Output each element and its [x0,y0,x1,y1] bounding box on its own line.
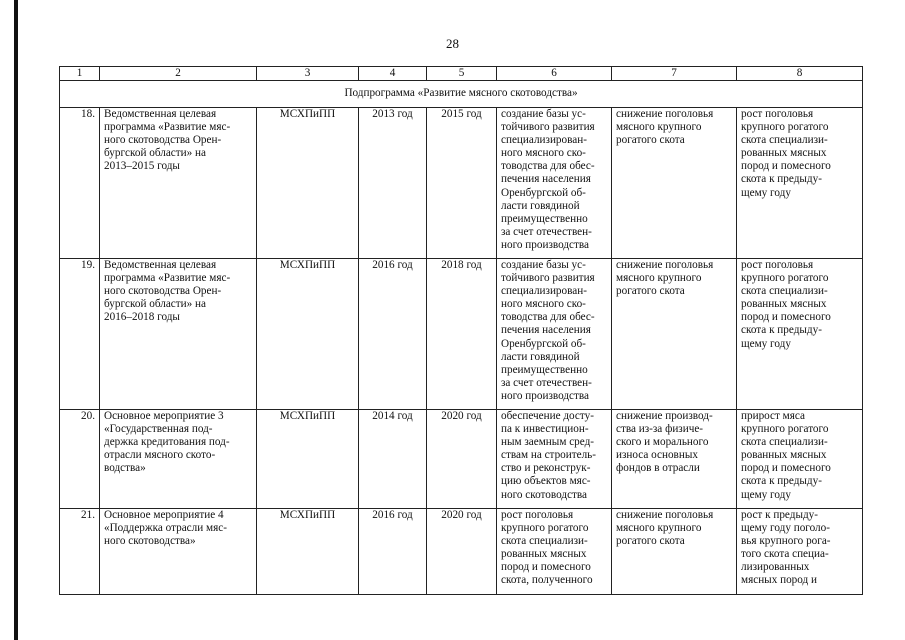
start-year: 2016 год [359,259,427,410]
column-number: 7 [612,67,737,81]
start-year: 2016 год [359,509,427,595]
table-row [60,410,863,509]
linked-indicator: рост к предыду- щему году поголо- вья крупного рога- того скота специа- лизированных мясных пород и [737,509,863,595]
scan-edge-line [14,0,18,640]
measures-table [59,66,863,595]
end-year: 2018 год [427,259,497,410]
column-number: 5 [427,67,497,81]
end-year: 2020 год [427,410,497,509]
column-number-row [60,67,863,81]
expected-result: создание базы ус- тойчивого развития специализирован- ного мясного ско- товодства для обес- печения населения Оренбургской об- ласти говядиной преимущественно за счет отечествен- ного производства [497,108,612,259]
linked-indicator: рост поголовья крупного рогатого скота специализи- рованных мясных пород и помесного скота к предыду- щему году [737,108,863,259]
measure-name: Основное мероприятие 3 «Государственная под- держка кредитования под- отрасли мясного ското- водства» [100,410,257,509]
linked-indicator: рост поголовья крупного рогатого скота специализи- рованных мясных пород и помесного скота к предыду- щему году [737,259,863,410]
end-year: 2015 год [427,108,497,259]
row-number: 18. [60,108,100,259]
column-number: 2 [100,67,257,81]
responsible-org: МСХПиПП [257,259,359,410]
start-year: 2013 год [359,108,427,259]
responsible-org: МСХПиПП [257,108,359,259]
row-number: 19. [60,259,100,410]
column-number: 4 [359,67,427,81]
expected-result: обеспечение досту- па к инвестицион- ным заемным сред- ствам на строитель- ство и реконструк- цию объектов мяс- ного скотоводства [497,410,612,509]
end-year: 2020 год [427,509,497,595]
measure-name: Ведомственная целевая программа «Развитие мяс- ного скотоводства Орен- бургской области» на 2013–2015 годы [100,108,257,259]
column-number: 6 [497,67,612,81]
linked-indicator: прирост мяса крупного рогатого скота специализи- рованных мясных пород и помесного скота к предыду- щему году [737,410,863,509]
responsible-org: МСХПиПП [257,410,359,509]
section-title: Подпрограмма «Развитие мясного скотоводства» [60,81,863,108]
expected-result: создание базы ус- тойчивого развития специализирован- ного мясного ско- товодства для обес- печения населения Оренбургской об- ласти говядиной преимущественно за счет отечествен- ного производства [497,259,612,410]
non-implementation-consequence: снижение поголовья мясного крупного рогатого скота [612,259,737,410]
table-row [60,259,863,410]
row-number: 20. [60,410,100,509]
table-row [60,509,863,595]
measure-name: Основное мероприятие 4 «Поддержка отрасли мяс- ного скотоводства» [100,509,257,595]
table-row [60,108,863,259]
non-implementation-consequence: снижение поголовья мясного крупного рогатого скота [612,108,737,259]
non-implementation-consequence: снижение поголовья мясного крупного рогатого скота [612,509,737,595]
measure-name: Ведомственная целевая программа «Развитие мяс- ного скотоводства Орен- бургской области» на 2016–2018 годы [100,259,257,410]
start-year: 2014 год [359,410,427,509]
column-number: 3 [257,67,359,81]
responsible-org: МСХПиПП [257,509,359,595]
row-number: 21. [60,509,100,595]
expected-result: рост поголовья крупного рогатого скота специализи- рованных мясных пород и помесного скота, полученного [497,509,612,595]
column-number: 1 [60,67,100,81]
page-number: 28 [446,36,459,51]
section-row [60,81,863,108]
non-implementation-consequence: снижение производ- ства из-за физиче- ского и морального износа основных фондов в отрасли [612,410,737,509]
column-number: 8 [737,67,863,81]
